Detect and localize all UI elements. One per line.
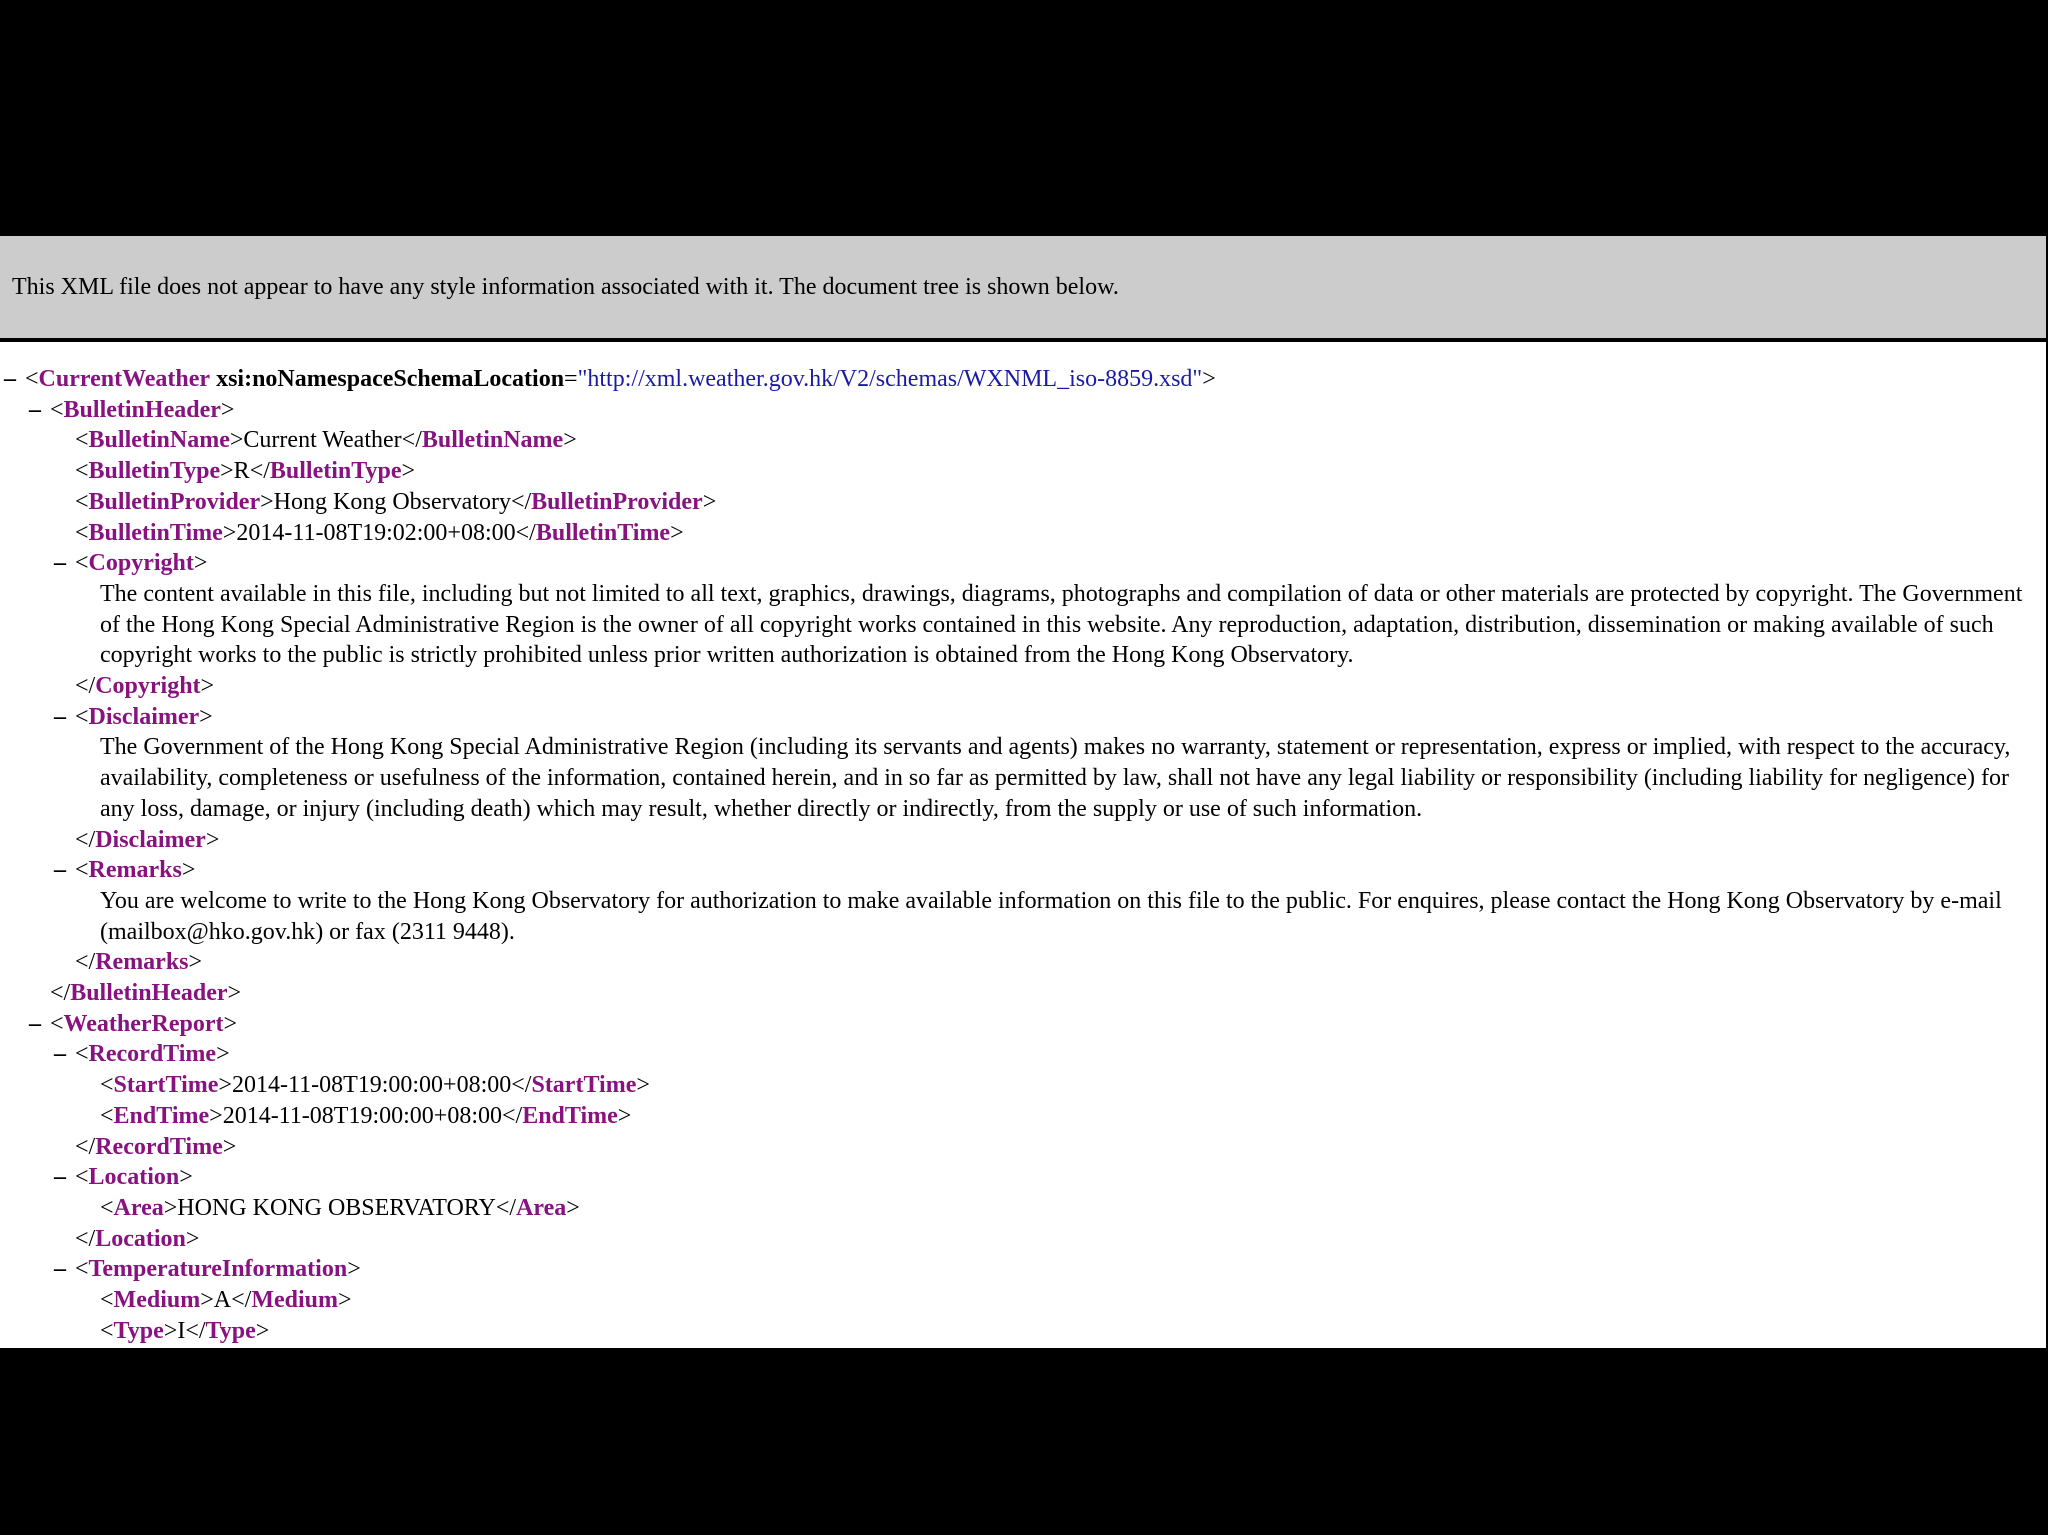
tag-bulletin-type-close: BulletinType xyxy=(269,458,402,485)
tree-line-bulletin-time: <BulletinTime>2014-11-08T19:02:00+08:00</BulletinTime> xyxy=(75,519,684,546)
tree-line-disclaimer-close: </Disclaimer> xyxy=(75,826,220,853)
collapse-toggle-disclaimer[interactable]: – xyxy=(54,703,66,730)
tree-line-current-weather: – <CurrentWeather xsi:noNamespaceSchemaLocation="http://xml.weather.gov.hk/V2/schemas/WXNML_iso-8859.xsd"> xyxy=(0,364,2046,395)
tag-start-time-close: StartTime xyxy=(531,1072,637,1099)
value-bulletin-time: 2014-11-08T19:02:00+08:00 xyxy=(236,519,516,546)
value-area: HONG KONG OBSERVATORY xyxy=(177,1194,496,1221)
tree-line-bulletin-header-close: </BulletinHeader> xyxy=(50,980,242,1007)
tree-line-location-close: </Location> xyxy=(75,1225,200,1252)
tag-bulletin-time: BulletinTime xyxy=(88,519,223,546)
tag-bulletin-time-close: BulletinTime xyxy=(535,519,671,546)
tree-line-end-time: <EndTime>2014-11-08T19:00:00+08:00</EndTime> xyxy=(100,1102,632,1129)
tag-disclaimer-close: Disclaimer xyxy=(95,826,206,853)
value-start-time: 2014-11-08T19:00:00+08:00 xyxy=(231,1072,512,1099)
tag-end-time: EndTime xyxy=(113,1102,210,1129)
attr-value: "http://xml.weather.gov.hk/V2/schemas/WXNML_iso-8859.xsd" xyxy=(577,366,1203,392)
tree-line-bulletin-provider: <BulletinProvider>Hong Kong Observatory</BulletinProvider> xyxy=(75,488,717,515)
tree-line-record-time-close: </RecordTime> xyxy=(75,1133,237,1160)
tag-medium-close: Medium xyxy=(251,1287,338,1314)
tree-line-area: <Area>HONG KONG OBSERVATORY</Area> xyxy=(100,1194,580,1221)
tag-bulletin-provider: BulletinProvider xyxy=(88,488,261,515)
value-bulletin-type: R xyxy=(233,458,250,485)
tag-bulletin-name-close: BulletinName xyxy=(421,427,564,454)
value-bulletin-provider: Hong Kong Observatory xyxy=(273,488,511,515)
no-style-notice xyxy=(0,236,2046,342)
text-remarks: You are welcome to write to the Hong Kong Observatory for authorization to make available information on this file to the public. For enquires, please contact the Hong Kong Observatory by e-mail (mailbox@hko.gov.hk) or fax (2311 9448). xyxy=(100,887,2002,945)
value-type: I xyxy=(177,1317,186,1344)
collapse-toggle-location[interactable]: – xyxy=(54,1164,66,1191)
value-bulletin-name: Current Weather xyxy=(243,427,402,454)
tag-bulletin-provider-close: BulletinProvider xyxy=(531,488,703,515)
tree-line-copyright: – <Copyright> xyxy=(0,548,2046,579)
tag-location: Location xyxy=(88,1164,180,1191)
tag-bulletin-header-close: BulletinHeader xyxy=(70,980,228,1007)
collapse-toggle-temperature-information[interactable]: – xyxy=(54,1256,66,1283)
tag-disclaimer: Disclaimer xyxy=(88,703,200,730)
attr-name: xsi:noNamespaceSchemaLocation xyxy=(216,366,565,392)
collapse-toggle-current-weather[interactable]: – xyxy=(4,366,16,392)
tree-line-copyright-close: </Copyright> xyxy=(75,673,215,700)
tree-line-weather-report: – <WeatherReport> xyxy=(0,1009,2046,1040)
tag-area-close: Area xyxy=(516,1194,567,1221)
notice-text: This XML file does not appear to have any style information associated with it. The document tree is shown below. xyxy=(12,273,1119,300)
tree-line-remarks: – <Remarks> xyxy=(0,855,2046,886)
tree-line-remarks-close: </Remarks> xyxy=(75,949,203,976)
tag-location-close: Location xyxy=(95,1225,186,1252)
collapse-toggle-weather-report[interactable]: – xyxy=(29,1010,41,1037)
tag-bulletin-header: BulletinHeader xyxy=(63,396,221,423)
collapse-toggle-copyright[interactable]: – xyxy=(54,550,66,577)
tree-line-bulletin-header: – <BulletinHeader> xyxy=(0,395,2046,426)
tag-record-time: RecordTime xyxy=(88,1041,217,1068)
tag-area: Area xyxy=(113,1194,164,1221)
text-disclaimer: The Government of the Hong Kong Special Administrative Region (including its servants and agents) makes no warranty, statement or representation, express or implied, with respect to the accuracy, availability, completeness or usefulness of the information, contained herein, and in so far as permitted by law, shall not have any legal liability or responsibility (including liability for negligence) for any loss, damage, or injury (including death) which may result, whether directly or indirectly, from the supply or use of such information. xyxy=(100,734,2011,822)
tag-weather-report: WeatherReport xyxy=(63,1010,224,1037)
tag-current-weather: CurrentWeather xyxy=(38,366,211,392)
tree-line-type: <Type>I</Type> xyxy=(100,1317,270,1344)
tag-record-time-close: RecordTime xyxy=(95,1133,223,1160)
tag-end-time-close: EndTime xyxy=(522,1102,618,1129)
tag-temperature-information: TemperatureInformation xyxy=(88,1256,348,1283)
tag-copyright-close: Copyright xyxy=(95,673,201,700)
value-end-time: 2014-11-08T19:00:00+08:00 xyxy=(222,1102,502,1129)
tag-start-time: StartTime xyxy=(113,1072,219,1099)
tag-remarks-close: Remarks xyxy=(95,949,189,976)
xml-viewer xyxy=(0,236,2046,1348)
tree-line-medium: <Medium>A</Medium> xyxy=(100,1287,352,1314)
tag-medium: Medium xyxy=(113,1287,201,1314)
collapse-toggle-record-time[interactable]: – xyxy=(54,1041,66,1068)
collapse-toggle-bulletin-header[interactable]: – xyxy=(29,396,41,423)
tree-line-temperature-information: – <TemperatureInformation> xyxy=(0,1254,2046,1285)
tag-remarks: Remarks xyxy=(88,857,182,884)
text-copyright: The content available in this file, including but not limited to all text, graphics, drawings, diagrams, photographs and compilation of data or other materials are protected by copyright. The Government of the Hong Kong Special Administrative Region is the owner of all copyright works contained in this website. Any reproduction, adaptation, distribution, dissemination or making available of such copyright works to the public is strictly prohibited unless prior written authorization is obtained from the Hong Kong Observatory. xyxy=(100,580,2023,669)
tag-bulletin-name: BulletinName xyxy=(88,427,230,454)
tag-type-close: Type xyxy=(205,1317,256,1344)
value-medium: A xyxy=(213,1287,232,1314)
tree-line-start-time: <StartTime>2014-11-08T19:00:00+08:00</StartTime> xyxy=(100,1072,650,1099)
tree-line-record-time: – <RecordTime> xyxy=(0,1039,2046,1070)
tag-copyright: Copyright xyxy=(88,550,194,577)
collapse-toggle-remarks[interactable]: – xyxy=(54,857,66,884)
document-tree xyxy=(0,342,2046,1347)
tree-line-location: – <Location> xyxy=(0,1162,2046,1193)
tag-bulletin-type: BulletinType xyxy=(88,458,221,485)
tag-type: Type xyxy=(113,1317,164,1344)
tree-line-disclaimer: – <Disclaimer> xyxy=(0,702,2046,733)
tree-line-bulletin-type: <BulletinType>R</BulletinType> xyxy=(75,458,416,485)
tree-line-bulletin-name: <BulletinName>Current Weather</BulletinName> xyxy=(75,427,577,454)
